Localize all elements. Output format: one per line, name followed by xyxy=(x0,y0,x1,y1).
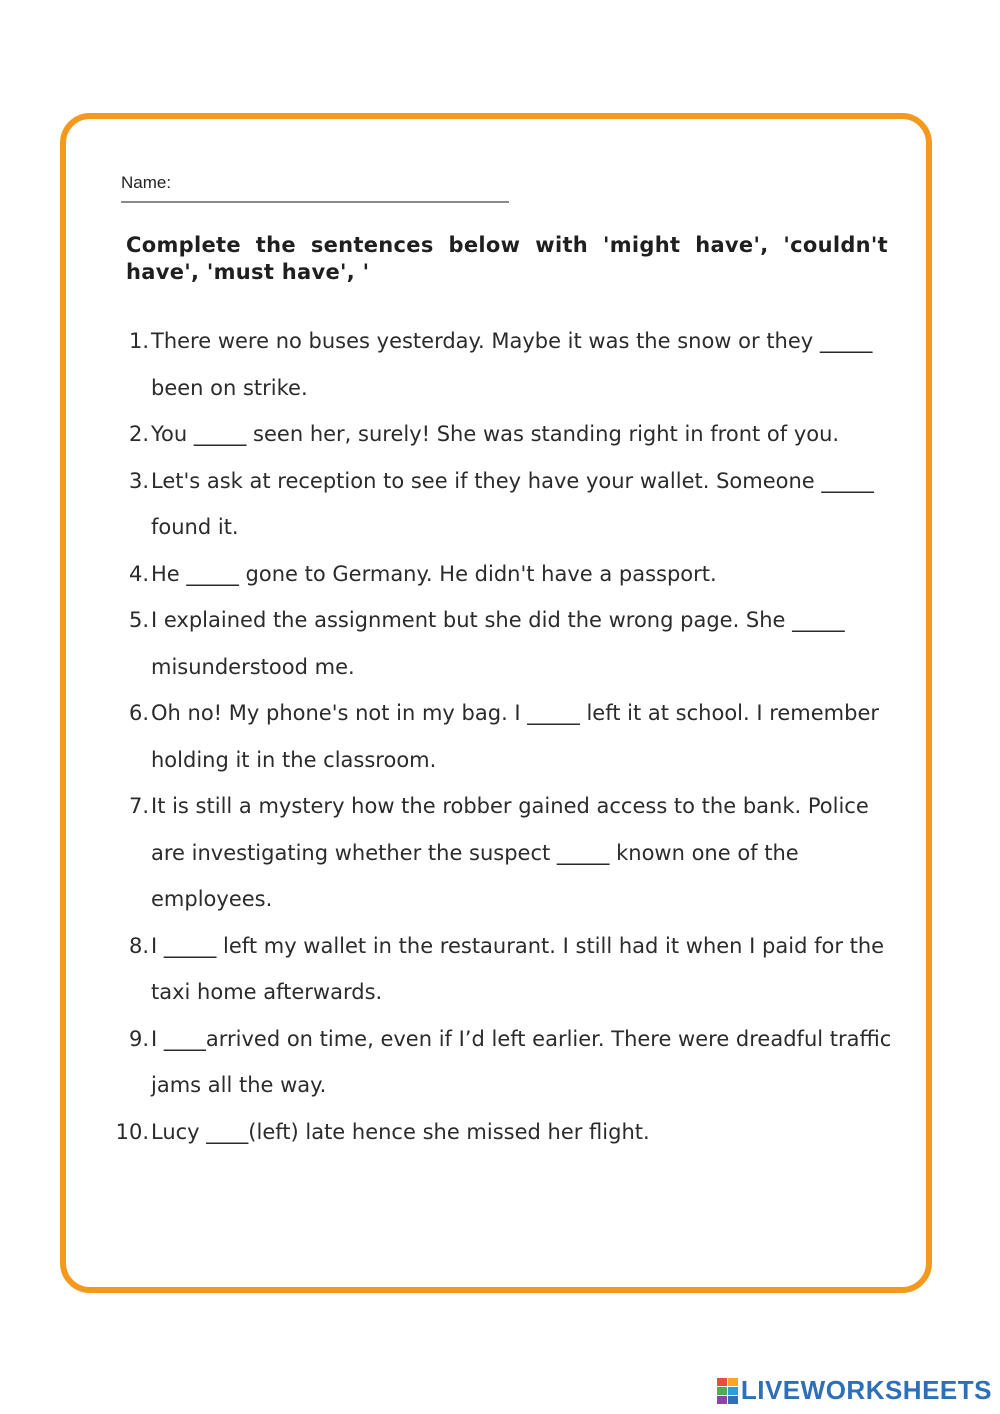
question-item xyxy=(112,1016,892,1109)
question-number: 6. xyxy=(128,701,149,725)
question-item xyxy=(112,690,892,783)
question-item xyxy=(112,783,892,923)
question-text[interactable]: It is still a mystery how the robber gained access to the bank. Police are investigating whether the suspect _____ known one of the employees. xyxy=(151,794,869,911)
question-text[interactable]: He _____ gone to Germany. He didn't have a passport. xyxy=(151,561,717,586)
question-item xyxy=(112,318,892,411)
liveworksheets-logo-icon xyxy=(717,1378,738,1404)
question-text[interactable]: Lucy ____(left) late hence she missed her flight. xyxy=(151,1119,650,1144)
question-number: 10. xyxy=(115,1119,149,1144)
question-item xyxy=(112,458,892,551)
logo-tile xyxy=(728,1378,738,1386)
question-text[interactable]: Let's ask at reception to see if they have your wallet. Someone _____ found it. xyxy=(151,468,874,539)
question-text[interactable]: Oh no! My phone's not in my bag. I _____ left it at school. I remember holding it in the classroom. xyxy=(151,701,880,772)
question-number: 9. xyxy=(128,1026,149,1051)
name-input-line[interactable] xyxy=(121,201,509,203)
question-text[interactable]: I explained the assignment but she did the wrong page. She _____ misunderstood me. xyxy=(151,608,845,679)
question-number: 2. xyxy=(128,422,149,446)
question-number: 8. xyxy=(128,933,149,958)
instructions-text: Complete the sentences below with 'might have', 'couldn't have', 'must have', ' xyxy=(126,233,888,284)
question-number: 7. xyxy=(128,794,149,818)
logo-tile xyxy=(728,1396,738,1404)
question-list xyxy=(112,318,892,1155)
question-text[interactable]: I ____arrived on time, even if I’d left earlier. There were dreadful traffic jams all the way. xyxy=(151,1026,892,1097)
question-text[interactable]: There were no buses yesterday. Maybe it was the snow or they _____ been on strike. xyxy=(151,329,873,400)
question-item xyxy=(112,1109,892,1156)
question-item xyxy=(112,923,892,1016)
logo-tile xyxy=(717,1378,727,1386)
question-item xyxy=(112,411,892,458)
watermark-text: LIVEWORKSHEETS xyxy=(740,1375,992,1405)
question-item xyxy=(112,551,892,598)
question-number: 5. xyxy=(128,608,149,632)
logo-tile xyxy=(717,1396,727,1404)
question-item xyxy=(112,597,892,690)
question-number: 3. xyxy=(128,468,149,493)
logo-tile xyxy=(717,1387,727,1395)
liveworksheets-watermark xyxy=(717,1375,992,1406)
question-text[interactable]: I _____ left my wallet in the restaurant. I still had it when I paid for the taxi home afterwards. xyxy=(151,933,885,1004)
question-number: 1. xyxy=(128,329,149,353)
question-number: 4. xyxy=(128,561,149,586)
question-text[interactable]: You _____ seen her, surely! She was standing right in front of you. xyxy=(151,422,840,446)
logo-tile xyxy=(728,1387,738,1395)
name-label: Name: xyxy=(121,173,172,192)
